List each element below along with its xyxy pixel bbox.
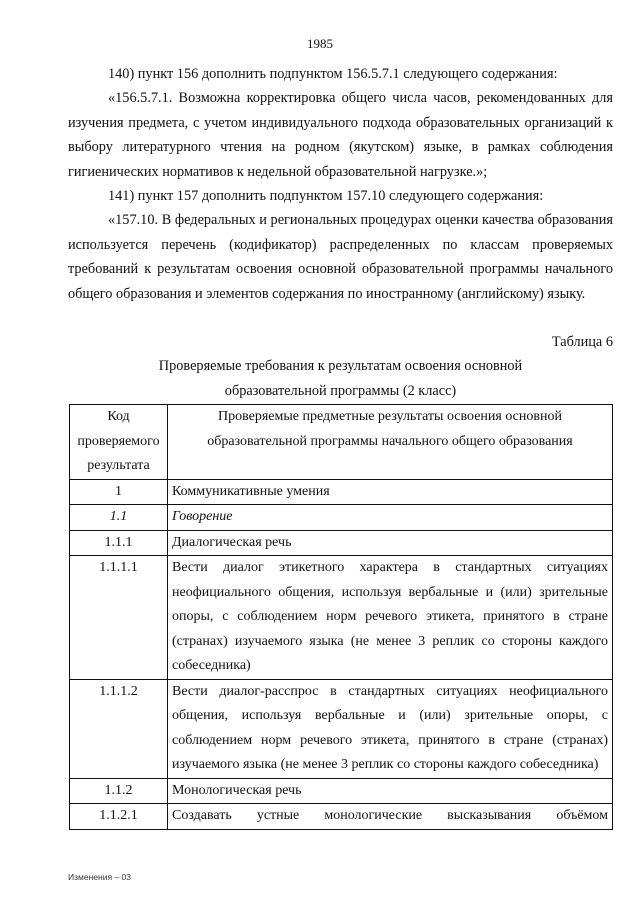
paragraph-item-140: 140) пункт 156 дополнить подпунктом 156.5.7.1 следующего содержания:: [108, 66, 558, 82]
table-row: [70, 530, 613, 556]
body-text: [68, 62, 613, 306]
table-row: [70, 479, 613, 505]
paragraph-item-141: 141) пункт 157 дополнить подпунктом 157.10 следующего содержания:: [108, 188, 544, 205]
row-text: Вести диалог-расспрос в стандартных ситуациях неофициального общения, используя вербальные и (или) зрительные опоры, с соблюдением норм речевого этикета, принятого в стране (странах) изучаемого языка (не менее 3 реплик со стороны каждого собеседника): [168, 679, 613, 778]
requirements-table: [69, 404, 613, 830]
row-code: 1: [70, 479, 168, 505]
paragraph-quote-156: «156.5.7.1. Возможна корректировка общего числа часов, рекомендованных для изучения предмета, с учетом индивидуального подхода образовательных организаций к выбору литературного чтения на родном (якутском) языке, в рамках соблюдения гигиенических нормативов к недельной образовательной нагрузке.»;: [68, 90, 613, 180]
footer-revision: Изменения – 03: [68, 872, 131, 882]
row-code: 1.1.2: [70, 778, 168, 804]
row-text: Диалогическая речь: [168, 530, 613, 556]
table-row: [70, 505, 613, 531]
row-code: 1.1.1: [70, 530, 168, 556]
table-caption: [68, 354, 613, 404]
row-text: Создавать устные монологические высказывания объёмом: [168, 804, 613, 830]
table-row: [70, 778, 613, 804]
row-text: Коммуникативные умения: [168, 479, 613, 505]
row-code: 1.1.1.1: [70, 556, 168, 680]
header-code: Код проверяемого результата: [70, 405, 168, 480]
table-row: [70, 804, 613, 830]
caption-line-1: Проверяемые требования к результатам освоения основной: [158, 358, 523, 374]
header-result: Проверяемые предметные результаты освоения основной образовательной программы начального общего образования: [168, 405, 613, 480]
page-number: 1985: [307, 36, 333, 51]
row-code: 1.1.1.2: [70, 679, 168, 778]
table-row: [70, 679, 613, 778]
table-row: [70, 556, 613, 680]
table-label: Таблица 6: [551, 334, 613, 350]
caption-line-2: образовательной программы (2 класс): [224, 383, 457, 399]
row-code: 1.1: [70, 505, 168, 531]
table-header-row: [70, 405, 613, 480]
row-text: Вести диалог этикетного характера в стандартных ситуациях неофициального общения, используя вербальные и (или) зрительные опоры, с соблюдением норм речевого этикета, принятого в стране (странах) изучаемого языка (не менее 3 реплик со стороны каждого собеседника): [168, 556, 613, 680]
paragraph-quote-157: «157.10. В федеральных и региональных процедурах оценки качества образования используется перечень (кодификатор) распределенных по классам проверяемых требований к результатам освоения основной образовательной программы начального общего образования и элементов содержания по иностранному (английскому) языку.: [68, 212, 613, 302]
row-code: 1.1.2.1: [70, 804, 168, 830]
row-text: Говорение: [168, 505, 613, 531]
row-text: Монологическая речь: [168, 778, 613, 804]
